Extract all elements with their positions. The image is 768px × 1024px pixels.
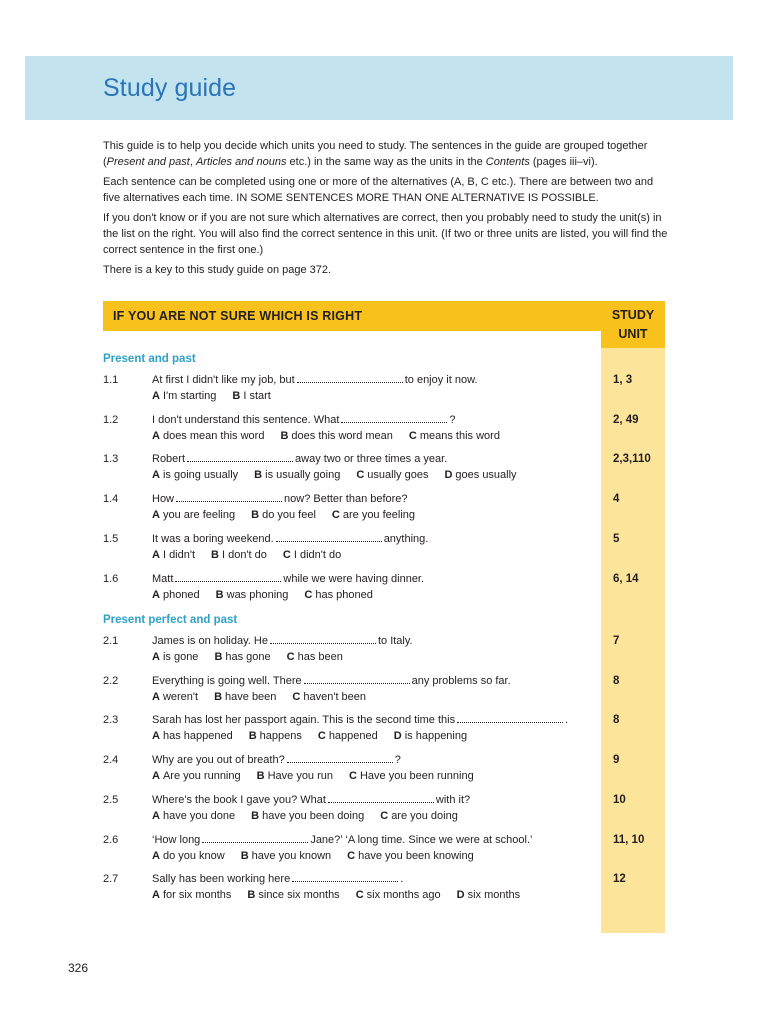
option xyxy=(152,889,231,901)
sentence-end: . xyxy=(565,714,569,726)
item-sentence xyxy=(152,533,428,545)
option xyxy=(211,549,267,561)
option-letter: C xyxy=(317,730,326,742)
option-text: is gone xyxy=(162,651,199,663)
option-text: does mean this word xyxy=(162,430,265,442)
option xyxy=(152,549,195,561)
intro-paragraph-3: If you don't know or if you are not sure which alternatives are correct, then you probably need to study the unit(s) in the list on the right. You will also find the correct sentence in this unit. (If two or three units are listed, you will find the correct sentence in the first one.) xyxy=(103,212,668,256)
option xyxy=(287,651,343,663)
item-sentence xyxy=(152,834,532,846)
answer-blank xyxy=(297,374,403,383)
answer-blank xyxy=(341,414,447,423)
option-letter: B xyxy=(251,810,260,822)
option-letter: B xyxy=(214,651,223,663)
item-sentence xyxy=(152,453,447,465)
sentence-start: ‘How long xyxy=(152,834,201,846)
item-number: 1.2 xyxy=(103,414,119,426)
intro-paragraph-1: This guide is to help you decide which units you need to study. The sentences in the guide are grouped together (Present and past, Articles and nouns etc.) in the same way as the units in the Contents (pages iii–vi). xyxy=(103,140,648,168)
answer-blank xyxy=(304,675,410,684)
option xyxy=(349,770,474,782)
option xyxy=(152,430,264,442)
table-header-text: IF YOU ARE NOT SURE WHICH IS RIGHT xyxy=(113,309,363,323)
option xyxy=(356,469,428,481)
option-letter: B xyxy=(240,850,249,862)
study-unit-ref: 9 xyxy=(613,754,620,766)
option xyxy=(152,770,241,782)
option-letter: C xyxy=(356,469,365,481)
option xyxy=(152,390,216,402)
option-letter: B xyxy=(247,889,256,901)
item-sentence xyxy=(152,754,401,766)
option-letter: A xyxy=(152,691,160,703)
option-text: Are you running xyxy=(162,770,241,782)
option-text: Have you run xyxy=(267,770,334,782)
section-title: Present perfect and past xyxy=(103,614,238,626)
option-letter: A xyxy=(152,430,160,442)
item-number: 2.5 xyxy=(103,794,119,806)
sentence-start: James is on holiday. He xyxy=(152,635,268,647)
option-letter: C xyxy=(349,770,357,782)
option-letter: A xyxy=(152,730,160,742)
option-text: is usually going xyxy=(265,469,341,481)
study-unit-header: STUDY UNIT xyxy=(601,301,665,348)
item-number: 2.7 xyxy=(103,873,119,885)
option-letter: D xyxy=(444,469,453,481)
item-options xyxy=(152,810,474,822)
option xyxy=(152,730,233,742)
option-letter: B xyxy=(215,589,224,601)
option-letter: B xyxy=(254,469,263,481)
sentence-end: while we were having dinner. xyxy=(283,573,425,585)
option xyxy=(457,889,521,901)
answer-blank xyxy=(328,794,434,803)
option xyxy=(152,509,235,521)
study-unit-ref: 5 xyxy=(613,533,620,545)
answer-blank xyxy=(202,834,308,843)
item-number: 1.6 xyxy=(103,573,119,585)
item-sentence xyxy=(152,675,511,687)
option-letter: A xyxy=(152,651,160,663)
option-text: do you know xyxy=(162,850,225,862)
option-letter: B xyxy=(251,509,260,521)
option xyxy=(257,770,333,782)
item-options xyxy=(152,889,536,901)
sentence-end: anything. xyxy=(383,533,429,545)
option-text: for six months xyxy=(162,889,232,901)
option-text: have you known xyxy=(251,850,332,862)
option-letter: B xyxy=(280,430,289,442)
option xyxy=(216,589,289,601)
item-number: 2.4 xyxy=(103,754,119,766)
item-number: 1.5 xyxy=(103,533,119,545)
option xyxy=(444,469,516,481)
option-letter: B xyxy=(248,730,257,742)
option xyxy=(152,850,225,862)
study-unit-ref: 8 xyxy=(613,714,620,726)
item-sentence xyxy=(152,873,403,885)
title-banner xyxy=(25,56,733,120)
option xyxy=(356,889,441,901)
option-text: does this word mean xyxy=(291,430,393,442)
study-unit-ref: 12 xyxy=(613,873,626,885)
sentence-end: to enjoy it now. xyxy=(404,374,478,386)
option xyxy=(152,810,235,822)
item-sentence xyxy=(152,794,470,806)
sentence-start: I don't understand this sentence. What xyxy=(152,414,340,426)
option-text: six months ago xyxy=(366,889,441,901)
item-number: 2.1 xyxy=(103,635,119,647)
option-text: do you feel xyxy=(262,509,316,521)
option-text: I don't do xyxy=(221,549,267,561)
option-letter: C xyxy=(380,810,389,822)
option xyxy=(152,691,198,703)
option xyxy=(332,509,415,521)
option xyxy=(280,430,392,442)
item-options xyxy=(152,850,490,862)
item-options xyxy=(152,549,357,561)
item-number: 1.1 xyxy=(103,374,119,386)
option-letter: C xyxy=(282,549,291,561)
option-letter: A xyxy=(152,390,160,402)
option xyxy=(394,730,467,742)
study-unit-ref: 1, 3 xyxy=(613,374,633,386)
sentence-end: ? xyxy=(449,414,456,426)
option-letter: C xyxy=(355,889,364,901)
option xyxy=(247,889,339,901)
option-text: has gone xyxy=(225,651,271,663)
option-text: have you been doing xyxy=(262,810,365,822)
study-unit-ref: 10 xyxy=(613,794,626,806)
option xyxy=(152,469,238,481)
answer-blank xyxy=(175,573,281,582)
sentence-end: with it? xyxy=(435,794,471,806)
option-letter: A xyxy=(152,549,160,561)
sentence-start: At first I didn't like my job, but xyxy=(152,374,295,386)
option xyxy=(318,730,378,742)
sentence-start: It was a boring weekend. xyxy=(152,533,274,545)
item-number: 1.3 xyxy=(103,453,119,465)
option-text: I start xyxy=(243,390,271,402)
option xyxy=(347,850,474,862)
sentence-start: Matt xyxy=(152,573,174,585)
option xyxy=(409,430,500,442)
item-options xyxy=(152,770,490,782)
option xyxy=(249,730,302,742)
option xyxy=(251,509,316,521)
option-text: usually goes xyxy=(367,469,429,481)
sentence-start: Sarah has lost her passport again. This is the second time this xyxy=(152,714,456,726)
option xyxy=(380,810,458,822)
option xyxy=(152,651,198,663)
option-text: has happened xyxy=(162,730,233,742)
item-options xyxy=(152,589,389,601)
sentence-end: ? xyxy=(394,754,401,766)
study-unit-ref: 2, 49 xyxy=(613,414,639,426)
page-title: Study guide xyxy=(103,74,237,102)
sentence-end: Jane?’ ‘A long time. Since we were at school.’ xyxy=(310,834,533,846)
item-options xyxy=(152,651,359,663)
option-letter: C xyxy=(331,509,340,521)
option-letter: C xyxy=(292,691,301,703)
option-text: happened xyxy=(328,730,378,742)
option xyxy=(304,589,372,601)
sentence-start: Robert xyxy=(152,453,186,465)
option xyxy=(241,850,331,862)
sentence-start: Why are you out of breath? xyxy=(152,754,285,766)
option-text: six months xyxy=(467,889,521,901)
item-sentence xyxy=(152,374,478,386)
option-text: goes usually xyxy=(455,469,517,481)
sentence-start: Sally has been working here xyxy=(152,873,291,885)
sentence-end: away two or three times a year. xyxy=(295,453,448,465)
answer-blank xyxy=(292,873,398,882)
option-letter: B xyxy=(214,691,223,703)
study-unit-ref: 2,3,110 xyxy=(613,453,651,465)
option xyxy=(254,469,340,481)
option-letter: D xyxy=(393,730,402,742)
sentence-end: to Italy. xyxy=(377,635,413,647)
option-text: means this word xyxy=(419,430,500,442)
item-sentence xyxy=(152,714,568,726)
item-sentence xyxy=(152,635,413,647)
option-text: has phoned xyxy=(315,589,373,601)
study-unit-ref: 4 xyxy=(613,493,620,505)
study-unit-ref: 7 xyxy=(613,635,620,647)
answer-blank xyxy=(276,533,382,542)
option xyxy=(214,691,276,703)
option-text: is going usually xyxy=(162,469,239,481)
study-unit-ref: 8 xyxy=(613,675,620,687)
option-text: have you been knowing xyxy=(358,850,474,862)
option-text: I didn't do xyxy=(293,549,342,561)
section-title: Present and past xyxy=(103,353,196,365)
sentence-start: Where's the book I gave you? What xyxy=(152,794,326,806)
answer-blank xyxy=(187,453,293,462)
sentence-start: How xyxy=(152,493,175,505)
option-text: phoned xyxy=(162,589,200,601)
answer-blank xyxy=(176,493,282,502)
option xyxy=(152,589,200,601)
item-options xyxy=(152,730,483,742)
item-options xyxy=(152,691,382,703)
option-letter: A xyxy=(152,850,160,862)
option-letter: A xyxy=(152,810,160,822)
item-number: 2.3 xyxy=(103,714,119,726)
option xyxy=(251,810,364,822)
option xyxy=(283,549,341,561)
option-letter: A xyxy=(152,589,160,601)
option-text: have been xyxy=(225,691,277,703)
intro-paragraph-2: Each sentence can be completed using one or more of the alternatives (A, B, C etc.). There are between two and five alternatives each time. IN SOME SENTENCES MORE THAN ONE ALTERNATIVE IS POSSIBLE. xyxy=(103,176,654,204)
page-number: 326 xyxy=(68,961,89,975)
item-options xyxy=(152,390,287,402)
option-text: happens xyxy=(259,730,302,742)
option-letter: A xyxy=(152,770,160,782)
option-letter: B xyxy=(256,770,265,782)
item-sentence xyxy=(152,493,408,505)
intro-paragraph-4: There is a key to this study guide on page 372. xyxy=(103,264,332,276)
option-letter: C xyxy=(408,430,417,442)
option-text: weren't xyxy=(162,691,199,703)
option-text: is happening xyxy=(404,730,468,742)
option-letter: C xyxy=(304,589,313,601)
item-number: 2.2 xyxy=(103,675,119,687)
option xyxy=(292,691,366,703)
sentence-end: now? Better than before? xyxy=(284,493,408,505)
option-text: Have you been running xyxy=(359,770,474,782)
option-letter: B xyxy=(232,390,241,402)
option-text: have you done xyxy=(162,810,236,822)
option-text: since six months xyxy=(258,889,340,901)
sentence-end: . xyxy=(400,873,404,885)
option-text: are you doing xyxy=(391,810,458,822)
item-options xyxy=(152,430,516,442)
option-letter: A xyxy=(152,509,160,521)
option-text: haven't been xyxy=(303,691,367,703)
study-unit-ref: 11, 10 xyxy=(613,834,645,846)
answer-blank xyxy=(270,635,376,644)
answer-blank xyxy=(287,754,393,763)
option-letter: C xyxy=(286,651,295,663)
study-unit-ref: 6, 14 xyxy=(613,573,639,585)
option-text: I'm starting xyxy=(162,390,217,402)
option-text: I didn't xyxy=(162,549,196,561)
item-options xyxy=(152,469,533,481)
option-text: was phoning xyxy=(226,589,289,601)
option-letter: C xyxy=(347,850,356,862)
item-number: 2.6 xyxy=(103,834,119,846)
sentence-start: Everything is going well. There xyxy=(152,675,302,687)
option-text: has been xyxy=(297,651,343,663)
option-text: are you feeling xyxy=(342,509,416,521)
table-header-bar xyxy=(103,301,601,331)
intro-text xyxy=(103,138,668,282)
answer-blank xyxy=(457,714,563,723)
option-text: you are feeling xyxy=(162,509,236,521)
item-options xyxy=(152,509,431,521)
item-sentence xyxy=(152,573,424,585)
item-number: 1.4 xyxy=(103,493,119,505)
option-letter: A xyxy=(152,889,160,901)
option-letter: A xyxy=(152,469,160,481)
option-letter: B xyxy=(211,549,219,561)
option xyxy=(214,651,270,663)
sentence-end: any problems so far. xyxy=(411,675,511,687)
option xyxy=(232,390,270,402)
option-letter: D xyxy=(456,889,465,901)
item-sentence xyxy=(152,414,456,426)
